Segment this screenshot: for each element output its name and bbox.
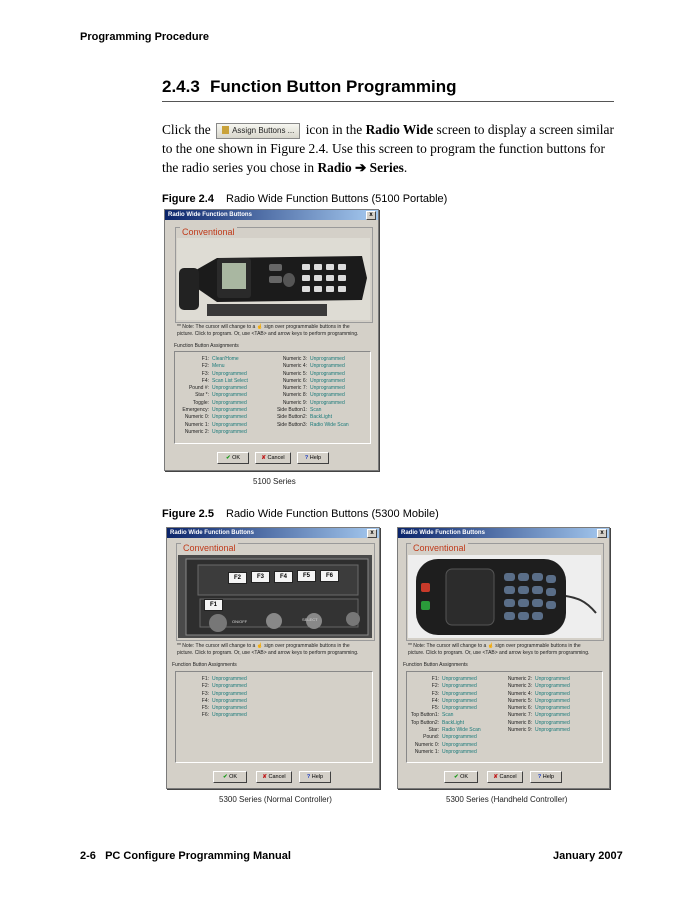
hand-cursor-icon: ☝ — [256, 643, 263, 649]
assignment-row[interactable] — [176, 429, 248, 436]
dialog-note — [177, 643, 373, 657]
assignment-key: Side Button3: — [276, 421, 307, 428]
assignment-key: F1: — [201, 356, 209, 362]
cancel-button[interactable] — [487, 771, 523, 783]
assignment-key: Side Button2: — [276, 414, 307, 421]
dialog-5100 — [164, 209, 379, 471]
note-text: ** Note: The cursor will change to a — [177, 324, 256, 330]
assignment-row[interactable] — [502, 698, 570, 705]
help-icon: ? — [537, 774, 542, 780]
cancel-button[interactable] — [256, 771, 292, 783]
checkmark-icon: ✔ — [225, 455, 231, 461]
assignment-value[interactable]: Unprogrammed — [310, 377, 345, 384]
note-text: sign over programmable buttons in the — [264, 324, 350, 330]
assignment-key: F4: — [201, 697, 209, 704]
function-button-assignments-label: Function Button Assignments — [403, 662, 468, 668]
assignment-row[interactable] — [176, 400, 248, 407]
assignment-key: Numeric 5: — [507, 697, 532, 704]
para-bold: Series — [369, 160, 404, 175]
body-paragraph — [162, 120, 617, 177]
hand-cursor-icon: ☝ — [487, 643, 494, 649]
assignment-row[interactable] — [502, 683, 570, 690]
figure-label: Figure 2.4 — [162, 193, 214, 205]
assignment-row[interactable] — [403, 691, 481, 698]
assignment-row[interactable] — [272, 414, 349, 421]
assignment-key: Numeric 0: — [414, 741, 439, 748]
assignment-value[interactable]: Unprogrammed — [310, 363, 345, 370]
assignment-row[interactable] — [176, 371, 248, 378]
arrow-icon: ➔ — [355, 160, 367, 175]
footer-date: January 2007 — [553, 850, 623, 862]
assignment-row[interactable] — [502, 712, 570, 719]
assignment-value[interactable]: Scan List Select — [212, 377, 248, 384]
assignment-key: Numeric 4: — [507, 690, 532, 697]
assignment-key: Numeric 7: — [282, 385, 307, 392]
assignment-value[interactable]: Unprogrammed — [310, 370, 345, 377]
assignment-key: Numeric 5: — [282, 370, 307, 377]
assignment-value[interactable]: Unprogrammed — [442, 705, 477, 712]
assignment-key: F4: — [201, 377, 209, 384]
assignment-row[interactable] — [272, 422, 349, 429]
assignment-row[interactable] — [176, 385, 248, 392]
assignment-row[interactable] — [176, 363, 248, 370]
para-text: . — [403, 160, 408, 175]
note-text: picture. Click to program. Or, use <TAB> and arrow keys to perform programming. — [408, 650, 590, 656]
checkmark-icon: ✔ — [222, 774, 228, 780]
function-button-assignments-label: Function Button Assignments — [172, 662, 237, 668]
assignment-key: Numeric 1: — [184, 421, 209, 428]
assignment-value[interactable]: Unprogrammed — [212, 690, 247, 697]
assignment-row[interactable] — [176, 356, 248, 363]
assignment-value[interactable]: Scan — [310, 407, 322, 414]
assignment-key: Numeric 8: — [507, 719, 532, 726]
dialog-titlebar — [167, 528, 379, 538]
figure-2-5-caption — [162, 508, 439, 520]
conventional-group — [175, 227, 373, 323]
f5-key[interactable]: F5 — [297, 570, 316, 582]
assignment-value[interactable]: Unprogrammed — [212, 385, 247, 392]
cancel-label: Cancel — [268, 774, 286, 780]
assignment-key: F6: — [201, 712, 209, 719]
dialog-titlebar — [165, 210, 378, 220]
dialog-title: Radio Wide Function Buttons — [168, 212, 252, 218]
function-button-assignments-label: Function Button Assignments — [174, 343, 239, 349]
assignments-left-column — [179, 676, 247, 720]
assignment-value[interactable]: Unprogrammed — [212, 399, 247, 406]
assignment-key: Toggle: — [192, 399, 209, 406]
assignment-value[interactable]: Unprogrammed — [442, 676, 477, 682]
figure-label: Figure 2.5 — [162, 508, 214, 520]
close-icon[interactable]: x — [597, 529, 607, 538]
dialog-5300-normal — [166, 527, 380, 789]
assignment-row[interactable] — [179, 676, 247, 683]
assignment-row[interactable] — [272, 400, 349, 407]
assignment-row[interactable] — [502, 727, 570, 734]
assignment-key: F4: — [431, 697, 439, 704]
assignment-key: Emergency: — [182, 407, 209, 414]
note-text: ** Note: The cursor will change to a — [408, 643, 487, 649]
f1-key[interactable]: F1 — [204, 599, 223, 611]
assignment-value[interactable]: Unprogrammed — [535, 712, 570, 719]
cancel-button[interactable] — [255, 452, 291, 464]
portable-radio-image[interactable] — [177, 238, 370, 320]
note-text: picture. Click to program. Or, use <TAB> and arrow keys to perform programming. — [177, 650, 359, 656]
assignment-key: Top Button1: — [410, 712, 439, 719]
f6-key[interactable]: F6 — [320, 570, 339, 582]
assignment-value[interactable]: Unprogrammed — [212, 428, 247, 435]
ok-label: OK — [232, 455, 241, 461]
assignment-key: Numeric 6: — [507, 705, 532, 712]
assignment-value[interactable]: Radio Wide Scan — [310, 421, 349, 428]
assignment-key: F3: — [431, 690, 439, 697]
assignment-key: Numeric 8: — [282, 392, 307, 399]
conventional-group — [176, 543, 375, 641]
assignment-value[interactable]: Unprogrammed — [442, 741, 477, 748]
assignment-row[interactable] — [272, 392, 349, 399]
para-bold: Radio Wide — [365, 122, 434, 137]
assignment-key: Numeric 4: — [282, 363, 307, 370]
figure-caption-text: Radio Wide Function Buttons (5100 Portable) — [226, 193, 448, 205]
f2-key[interactable]: F2 — [228, 572, 247, 584]
assignment-key: F3: — [201, 370, 209, 377]
radio-5300-normal-photo[interactable] — [178, 555, 372, 638]
assignment-row[interactable] — [403, 676, 481, 683]
assignment-row[interactable] — [403, 698, 481, 705]
assignment-row[interactable] — [502, 720, 570, 727]
help-icon: ? — [304, 455, 309, 461]
x-icon: ✘ — [493, 774, 498, 780]
assignment-key: Side Button1: — [276, 407, 307, 414]
assignment-value[interactable]: Unprogrammed — [212, 414, 247, 421]
on-off-label: ON/OFF — [232, 619, 248, 624]
assignment-key: Numeric 3: — [282, 356, 307, 362]
help-button[interactable] — [530, 771, 562, 783]
assignment-key: Numeric 1: — [414, 748, 439, 755]
group-label: Conventional — [182, 227, 235, 237]
assignment-value[interactable]: Unprogrammed — [310, 392, 345, 399]
assignment-key: F5: — [431, 705, 439, 712]
assignment-row[interactable] — [179, 683, 247, 690]
assignment-key: F2: — [201, 363, 209, 370]
section-number: 2.4.3 — [162, 77, 200, 96]
assignment-value[interactable]: Unprogrammed — [535, 697, 570, 704]
f4-key[interactable]: F4 — [274, 571, 293, 583]
ok-button[interactable] — [217, 452, 249, 464]
assignment-row[interactable] — [403, 720, 481, 727]
dialog-title: Radio Wide Function Buttons — [401, 530, 485, 536]
assignment-key: Numeric 7: — [507, 712, 532, 719]
assignment-row[interactable] — [272, 356, 349, 363]
assignment-row[interactable] — [403, 734, 481, 741]
figure-2-5-right-subcaption: 5300 Series (Handheld Controller) — [446, 795, 568, 804]
assignment-key: Star: — [428, 727, 439, 734]
assignment-key: F3: — [201, 690, 209, 697]
handheld-controller-image[interactable] — [408, 555, 601, 638]
dialog-5300-handheld — [397, 527, 610, 789]
help-button[interactable] — [299, 771, 331, 783]
radio-5300-handheld-photo[interactable] — [408, 555, 601, 638]
note-text: picture. Click to program. Or, use <TAB> and arrow keys to perform programming. — [177, 331, 359, 337]
assignment-key: Numeric 3: — [507, 683, 532, 690]
x-icon: ✘ — [262, 774, 267, 780]
assignment-value[interactable]: Scan — [442, 712, 454, 719]
assignment-row[interactable] — [403, 683, 481, 690]
assignment-row[interactable] — [176, 414, 248, 421]
assignment-key: Numeric 2: — [507, 676, 532, 682]
assignment-value[interactable]: Unprogrammed — [212, 705, 247, 712]
assignment-value[interactable]: Unprogrammed — [212, 407, 247, 414]
assignment-key: F5: — [201, 705, 209, 712]
assignment-key: Numeric 9: — [282, 399, 307, 406]
para-bold: Radio — [317, 160, 352, 175]
para-text: icon in the — [305, 122, 363, 137]
assignment-key: Numeric 9: — [507, 727, 532, 734]
assignment-row[interactable] — [403, 749, 481, 756]
dialog-titlebar — [398, 528, 609, 538]
assignment-value[interactable]: Unprogrammed — [442, 734, 477, 741]
assignment-row[interactable] — [403, 712, 481, 719]
note-text: ** Note: The cursor will change to a — [177, 643, 256, 649]
ok-button[interactable] — [444, 771, 478, 783]
assignment-value[interactable]: Unprogrammed — [212, 392, 247, 399]
note-text: sign over programmable buttons in the — [264, 643, 350, 649]
help-label: Help — [542, 774, 555, 780]
assignment-key: F2: — [431, 683, 439, 690]
assignment-value[interactable]: Unprogrammed — [535, 690, 570, 697]
assignment-key: F1: — [431, 676, 439, 682]
radio-5100-photo[interactable] — [177, 238, 370, 320]
heading-rule — [162, 101, 614, 102]
assignment-key: F2: — [201, 683, 209, 690]
x-icon: ✘ — [261, 455, 266, 461]
assignment-key: Numeric 6: — [282, 377, 307, 384]
assignment-row[interactable] — [502, 676, 570, 683]
assignment-value[interactable]: Menu — [212, 363, 225, 370]
assignment-value[interactable]: Unprogrammed — [212, 370, 247, 377]
assignments-right-column — [502, 676, 570, 734]
assignment-key: Numeric 2: — [184, 428, 209, 435]
assignment-row[interactable] — [502, 691, 570, 698]
assignment-value[interactable]: Unprogrammed — [212, 712, 247, 719]
assignment-row[interactable] — [179, 712, 247, 719]
assignment-key: Star *: — [195, 392, 209, 399]
para-text: Click the — [162, 122, 211, 137]
hand-cursor-icon: ☝ — [256, 324, 263, 330]
assignment-row[interactable] — [502, 705, 570, 712]
assignment-value[interactable]: BackLight — [310, 414, 332, 421]
group-label: Conventional — [413, 543, 466, 553]
assignment-row[interactable] — [403, 742, 481, 749]
help-label: Help — [309, 455, 322, 461]
ok-label: OK — [460, 774, 469, 780]
assign-buttons-icon — [222, 126, 229, 134]
assignments-left-column — [403, 676, 481, 756]
assignment-value[interactable]: Radio Wide Scan — [442, 727, 481, 734]
assignment-value[interactable]: Unprogrammed — [310, 385, 345, 392]
close-icon[interactable]: x — [367, 529, 377, 538]
conventional-group — [406, 543, 604, 641]
checkmark-icon: ✔ — [453, 774, 459, 780]
assignment-value[interactable]: Unprogrammed — [442, 697, 477, 704]
assignment-value[interactable]: Unprogrammed — [535, 683, 570, 690]
ok-label: OK — [229, 774, 238, 780]
assignment-row[interactable] — [179, 698, 247, 705]
help-icon: ? — [306, 774, 311, 780]
f3-key[interactable]: F3 — [251, 571, 270, 583]
assignment-value[interactable]: Unprogrammed — [535, 676, 570, 682]
assignment-row[interactable] — [403, 727, 481, 734]
running-head: Programming Procedure — [80, 31, 209, 43]
assignment-value[interactable]: Unprogrammed — [535, 705, 570, 712]
note-text: sign over programmable buttons in the — [495, 643, 581, 649]
assignment-value[interactable]: Unprogrammed — [535, 727, 570, 734]
assignment-value[interactable]: Unprogrammed — [442, 683, 477, 690]
select-label: SELECT — [302, 617, 318, 622]
assignment-value[interactable]: Unprogrammed — [442, 690, 477, 697]
para-text: screen to display a screen similar to the one shown in Figure 2.4. Use this screen to program the function buttons for the radio series you chose in — [162, 122, 614, 175]
figure-2-5-left-subcaption: 5300 Series (Normal Controller) — [219, 795, 332, 804]
assignment-row[interactable] — [272, 363, 349, 370]
assignment-key: F1: — [201, 676, 209, 682]
cancel-label: Cancel — [267, 455, 285, 461]
assignment-row[interactable] — [176, 378, 248, 385]
help-button[interactable] — [297, 452, 329, 464]
assignment-value[interactable]: Unprogrammed — [212, 421, 247, 428]
assign-buttons-inline-button — [216, 123, 300, 139]
assignment-value[interactable]: Unprogrammed — [442, 748, 477, 755]
assignment-row[interactable] — [272, 385, 349, 392]
ok-button[interactable] — [213, 771, 247, 783]
dialog-note — [177, 324, 373, 338]
assignment-value[interactable]: BackLight — [442, 719, 464, 726]
footer-left — [80, 850, 291, 862]
assignment-key: Pound #: — [188, 385, 209, 392]
assignment-row[interactable] — [403, 705, 481, 712]
inline-button-label: Assign Buttons ... — [232, 125, 295, 135]
section-title: Function Button Programming — [210, 77, 457, 96]
mobile-radio-image[interactable] — [178, 555, 372, 638]
assignment-value[interactable]: Unprogrammed — [212, 676, 247, 682]
assignments-left-column — [176, 356, 248, 436]
figure-2-4-subcaption: 5100 Series — [253, 477, 296, 486]
help-label: Help — [311, 774, 324, 780]
assignment-value[interactable]: Unprogrammed — [310, 356, 345, 362]
assignment-value[interactable]: Unprogrammed — [212, 683, 247, 690]
dialog-title: Radio Wide Function Buttons — [170, 530, 254, 536]
assignment-row[interactable] — [272, 407, 349, 414]
assignment-value[interactable]: Unprogrammed — [212, 697, 247, 704]
assignment-key: Numeric 0: — [184, 414, 209, 421]
assignment-row[interactable] — [272, 378, 349, 385]
assignments-right-column — [272, 356, 349, 429]
figure-2-4-caption — [162, 193, 447, 205]
assignment-row[interactable] — [176, 407, 248, 414]
cancel-label: Cancel — [499, 774, 517, 780]
assignment-row[interactable] — [179, 691, 247, 698]
assignment-value[interactable]: Unprogrammed — [310, 399, 345, 406]
assignment-value[interactable]: Unprogrammed — [535, 719, 570, 726]
assignment-key: Pound: — [423, 734, 439, 741]
close-icon[interactable]: x — [366, 211, 376, 220]
assignment-row[interactable] — [176, 392, 248, 399]
manual-title: PC Configure Programming Manual — [105, 850, 291, 862]
page-number: 2-6 — [80, 850, 96, 862]
assignment-row[interactable] — [176, 422, 248, 429]
dialog-note — [408, 643, 604, 657]
assignment-key: Top Button2: — [410, 719, 439, 726]
group-label: Conventional — [183, 543, 236, 553]
assignment-value[interactable]: Clear/Home — [212, 356, 239, 362]
assignment-row[interactable] — [272, 371, 349, 378]
section-heading — [162, 77, 456, 97]
assignment-row[interactable] — [179, 705, 247, 712]
figure-caption-text: Radio Wide Function Buttons (5300 Mobile) — [226, 508, 439, 520]
